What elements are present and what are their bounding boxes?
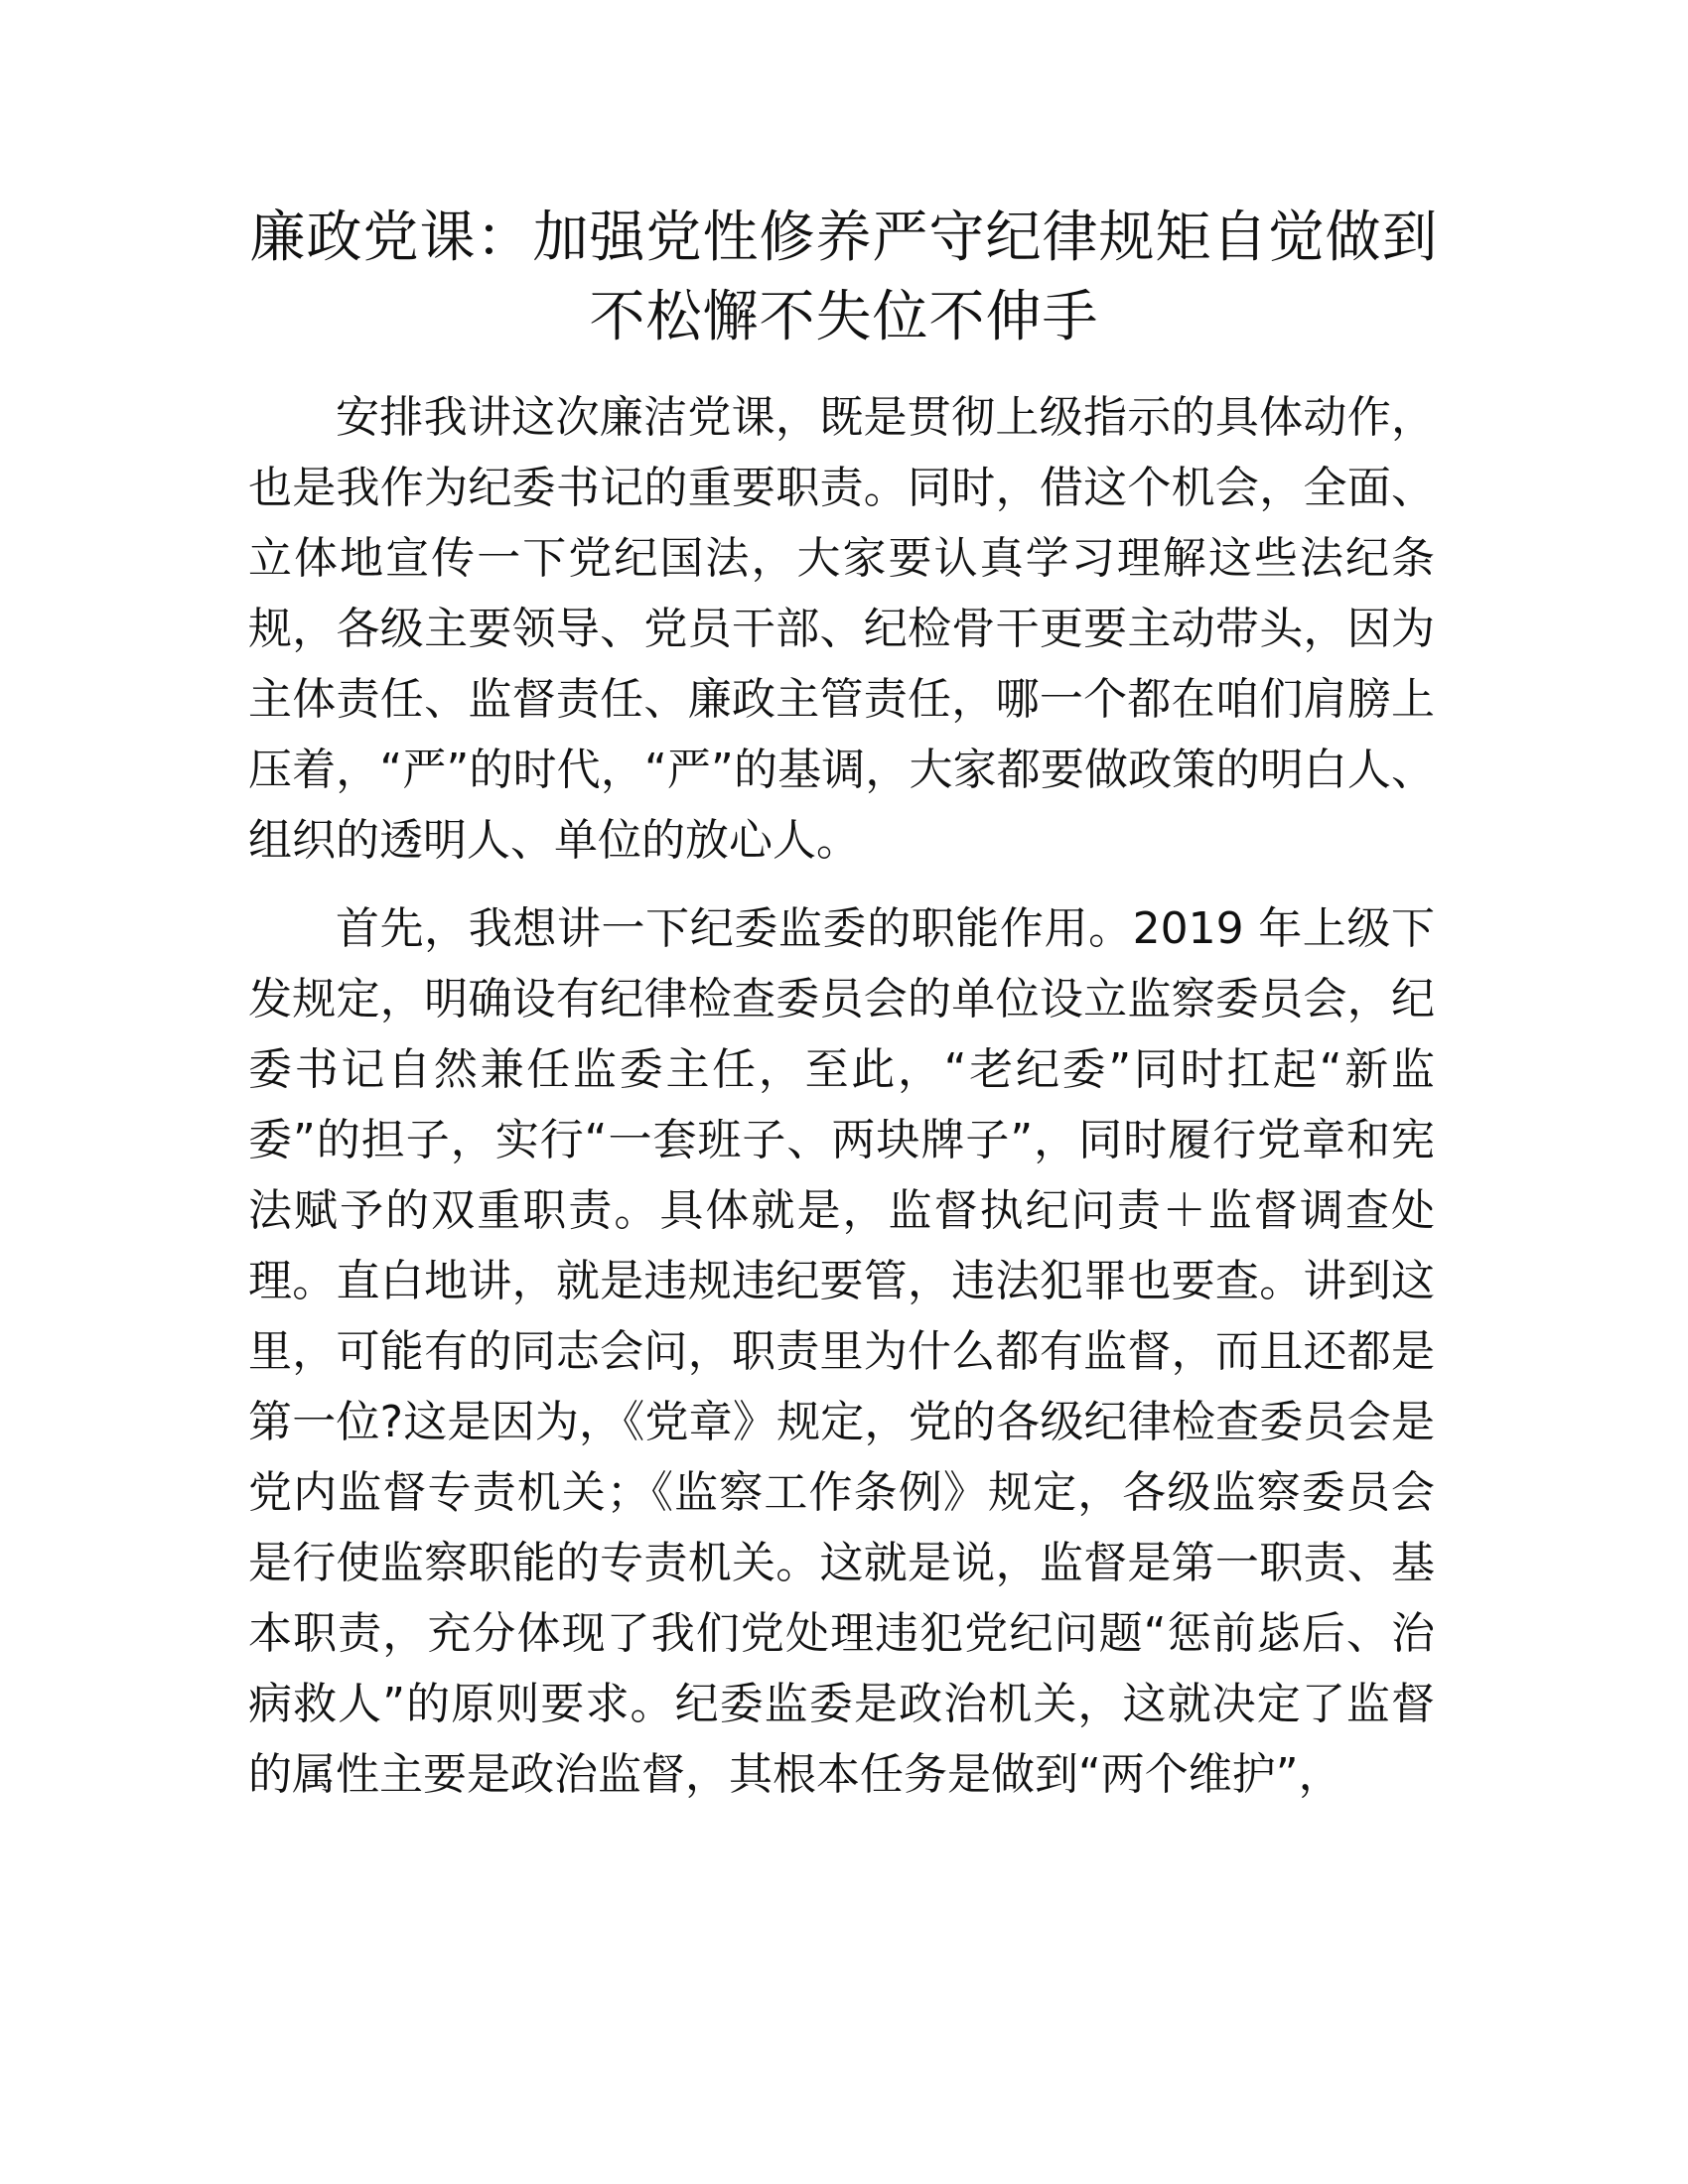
document-body xyxy=(248,382,1435,1828)
paragraph-1: 安排我讲这次廉洁党课，既是贯彻上级指示的具体动作，也是我作为纪委书记的重要职责。同时，借这个机会，全面、立体地宣传一下党纪国法，大家要认真学习理解这些法纪条规，各级主要领导、党员干部、纪检骨干更要主动带头，因为主体责任、监督责任、廉政主管责任，哪一个都在咱们肩膀上压着，“严”的时代，“严”的基调，大家都要做政策的明白人、组织的透明人、单位的放心人。 xyxy=(248,392,1435,866)
document-title: 廉政党课：加强党性修养严守纪律规矩自觉做到不松懈不失位不伸手 xyxy=(249,205,1439,349)
paragraph-2: 首先，我想讲一下纪委监委的职能作用。2019 年上级下发规定，明确设有纪律检查委员会的单位设立监察委员会，纪委书记自然兼任监委主任，至此，“老纪委”同时扛起“新监委”的担子，实行“一套班子、两块牌子”，同时履行党章和宪法赋予的双重职责。具体就是，监督执纪问责＋监督调查处理。直白地讲，就是违规违纪要管，违法犯罪也要查。讲到这里，可能有的同志会问，职责里为什么都有监督，而且还都是第一位?这是因为，《党章》规定，党的各级纪律检查委员会是党内监督专责机关；《监察工作条例》规定，各级监察委员会是行使监察职能的专责机关。这就是说，监督是第一职责、基本职责，充分体现了我们党处理违犯党纪问题“惩前毖后、治病救人”的原则要求。纪委监委是政治机关，这就决定了监督的属性主要是政治监督，其根本任务是做到“两个维护”， xyxy=(248,903,1435,1800)
